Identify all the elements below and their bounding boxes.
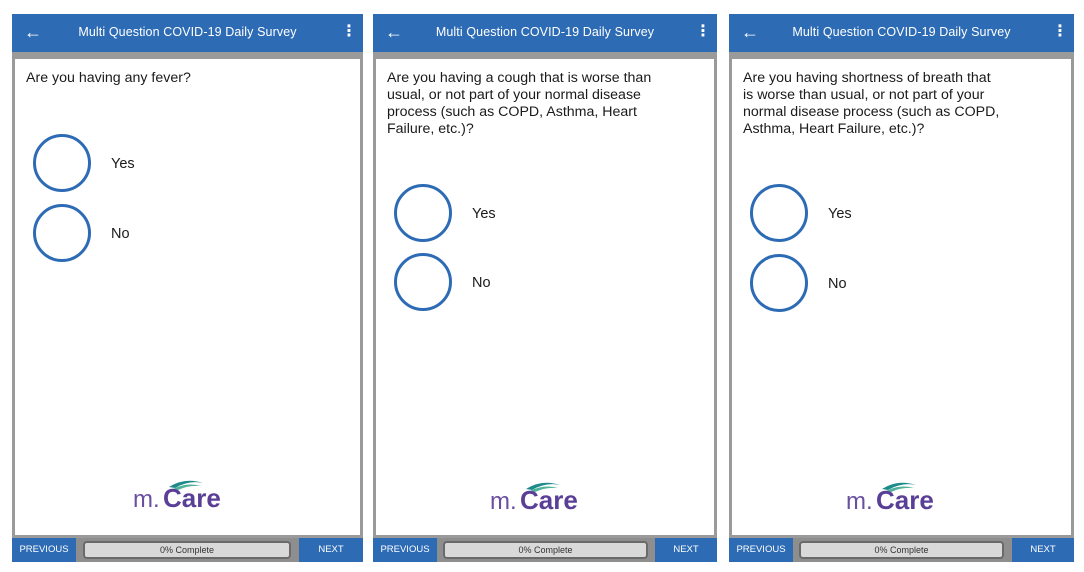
more-vertical-icon[interactable]: ⋮	[695, 23, 711, 40]
survey-screen-breath	[729, 14, 1074, 562]
question-card	[376, 59, 714, 535]
question-card	[732, 59, 1071, 535]
radio-button-no[interactable]	[394, 253, 452, 311]
next-button[interactable]: NEXT	[655, 538, 717, 562]
more-vertical-icon[interactable]: ⋮	[1052, 23, 1068, 40]
screen-title: Multi Question COVID-19 Daily Survey	[78, 25, 297, 39]
more-vertical-icon[interactable]: ⋮	[341, 23, 357, 40]
option-no[interactable]	[33, 204, 333, 268]
previous-button[interactable]: PREVIOUS	[12, 538, 76, 562]
mcare-logo-graphic	[846, 479, 966, 515]
option-no[interactable]	[750, 254, 1050, 318]
radio-button-yes[interactable]	[394, 184, 452, 242]
logo-main-text: Care	[520, 485, 578, 515]
option-label-yes: Yes	[828, 206, 852, 222]
logo-prefix-text: m.	[846, 488, 873, 515]
progress-indicator: 0% Complete	[83, 541, 291, 559]
app-bar	[729, 14, 1074, 52]
option-yes[interactable]	[750, 184, 1050, 248]
logo-prefix-text: m.	[133, 486, 160, 513]
radio-button-no[interactable]	[750, 254, 808, 312]
mcare-logo-graphic	[133, 477, 253, 513]
progress-indicator: 0% Complete	[799, 541, 1004, 559]
radio-button-yes[interactable]	[750, 184, 808, 242]
app-bar	[373, 14, 717, 52]
app-bar	[12, 14, 363, 52]
question-card	[15, 59, 360, 535]
screen-title: Multi Question COVID-19 Daily Survey	[435, 25, 655, 39]
previous-button[interactable]: PREVIOUS	[373, 538, 437, 562]
logo-main-text: Care	[163, 483, 221, 513]
option-label-no: No	[472, 275, 491, 291]
back-arrow-icon[interactable]: ←	[741, 22, 759, 42]
back-arrow-icon[interactable]: ←	[385, 22, 403, 42]
back-arrow-icon[interactable]: ←	[24, 22, 42, 42]
mcare-logo	[846, 479, 966, 515]
option-label-yes: Yes	[472, 206, 496, 222]
bottom-bar	[373, 538, 717, 562]
radio-button-no[interactable]	[33, 204, 91, 262]
previous-button[interactable]: PREVIOUS	[729, 538, 793, 562]
option-yes[interactable]	[33, 134, 333, 198]
bottom-bar	[12, 538, 363, 562]
bottom-bar	[729, 538, 1074, 562]
progress-indicator: 0% Complete	[443, 541, 648, 559]
question-text: Are you having a cough that is worse than usual, or not part of your normal disease process (such as COPD, Asthma, Heart Failure, etc.)?	[387, 70, 652, 137]
mcare-logo	[490, 479, 610, 515]
question-text: Are you having shortness of breath that is worse than usual, or not part of your normal disease process (such as COPD, Asthma, Heart Failure, etc.)?	[743, 70, 1000, 137]
option-no[interactable]	[394, 253, 694, 317]
survey-screen-fever	[12, 14, 363, 562]
radio-button-yes[interactable]	[33, 134, 91, 192]
screen-title: Multi Question COVID-19 Daily Survey	[792, 25, 1011, 39]
option-yes[interactable]	[394, 184, 694, 248]
option-label-no: No	[828, 276, 847, 292]
logo-prefix-text: m.	[490, 488, 517, 515]
option-label-no: No	[111, 226, 130, 242]
survey-screen-cough	[373, 14, 717, 562]
next-button[interactable]: NEXT	[1012, 538, 1074, 562]
option-label-yes: Yes	[111, 156, 135, 172]
mcare-logo-graphic	[490, 479, 610, 515]
mcare-logo	[133, 477, 253, 513]
question-text: Are you having any fever?	[26, 70, 191, 86]
logo-main-text: Care	[876, 485, 934, 515]
next-button[interactable]: NEXT	[299, 538, 363, 562]
